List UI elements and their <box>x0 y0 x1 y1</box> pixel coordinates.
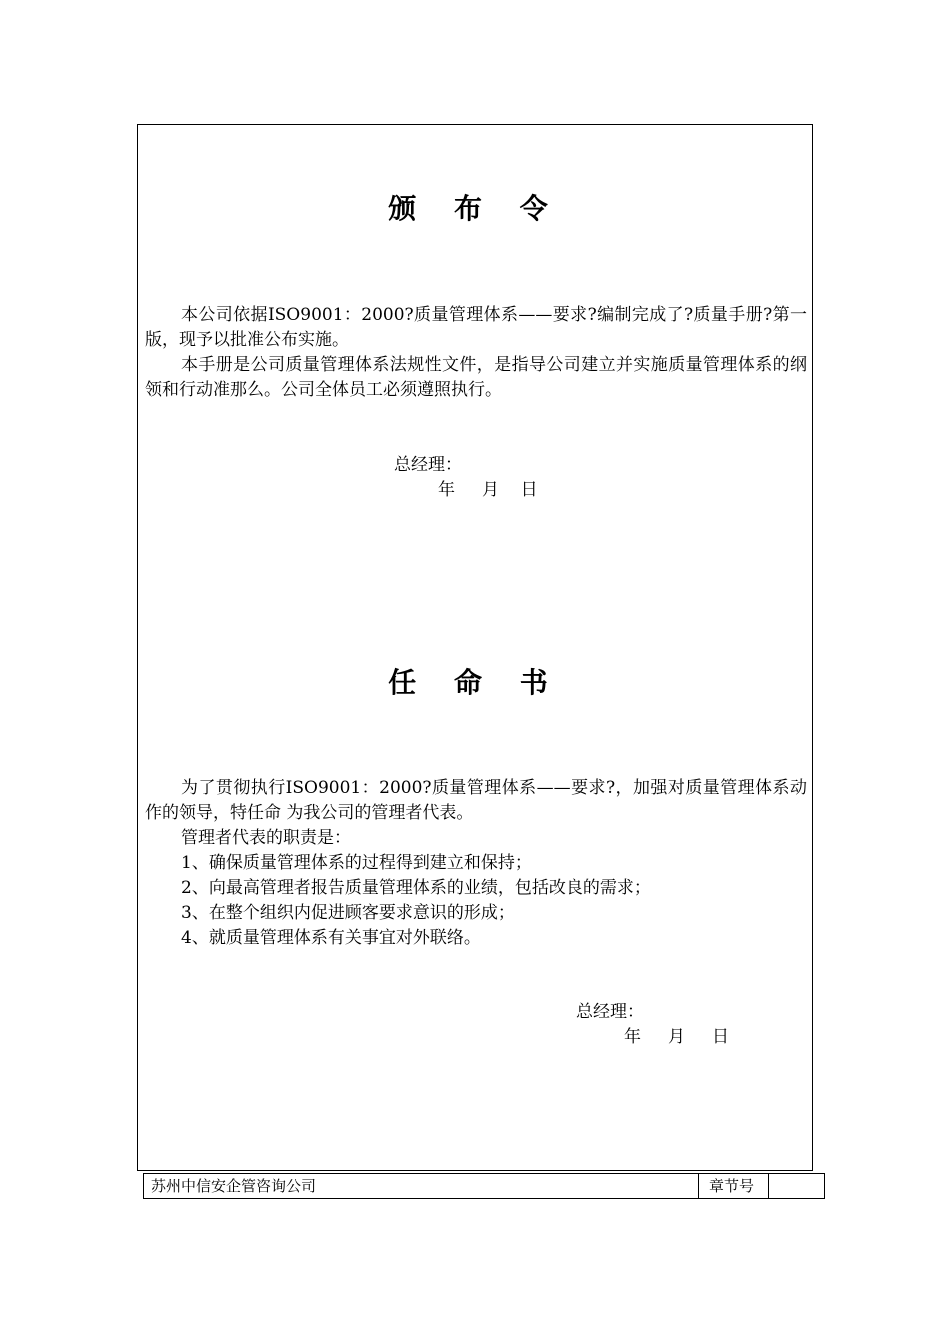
promulgation-date: 年 月 日 <box>438 480 538 500</box>
promulgation-signer-label: 总经理： <box>394 455 462 475</box>
document-frame <box>137 124 813 1171</box>
duty-item-2: 2、向最高管理者报告质量管理体系的业绩，包括改良的需求； <box>181 878 651 898</box>
appointment-paragraph-1: 为了贯彻执行ISO9001：2000?质量管理体系——要求?，加强对质量管理体系动作的领导，特任命 为我公司的管理者代表。 <box>145 778 807 823</box>
footer-chapter-value <box>769 1174 824 1198</box>
promulgation-title: 颁 布 令 <box>388 192 562 225</box>
duty-item-3: 3、在整个组织内促进顾客要求意识的形成； <box>181 903 515 923</box>
appointment-date: 年 月 日 <box>624 1027 730 1047</box>
footer-company-name: 苏州中信安企管咨询公司 <box>144 1174 699 1198</box>
promulgation-paragraph-1: 本公司依据ISO9001：2000?质量管理体系——要求?编制完成了?质量手册?第一版，现予以批准公布实施。 <box>145 305 807 350</box>
footer-chapter-label: 章节号 <box>699 1174 769 1198</box>
duty-item-1: 1、确保质量管理体系的过程得到建立和保持； <box>181 853 532 873</box>
footer-table <box>143 1173 825 1199</box>
appointment-title: 任 命 书 <box>388 666 562 699</box>
duties-intro: 管理者代表的职责是： <box>181 828 351 848</box>
duty-item-4: 4、就质量管理体系有关事宜对外联络。 <box>181 928 481 948</box>
appointment-signer-label: 总经理： <box>576 1002 644 1022</box>
promulgation-paragraph-2: 本手册是公司质量管理体系法规性文件，是指导公司建立并实施质量管理体系的纲领和行动准那么。公司全体员工必须遵照执行。 <box>145 355 807 400</box>
